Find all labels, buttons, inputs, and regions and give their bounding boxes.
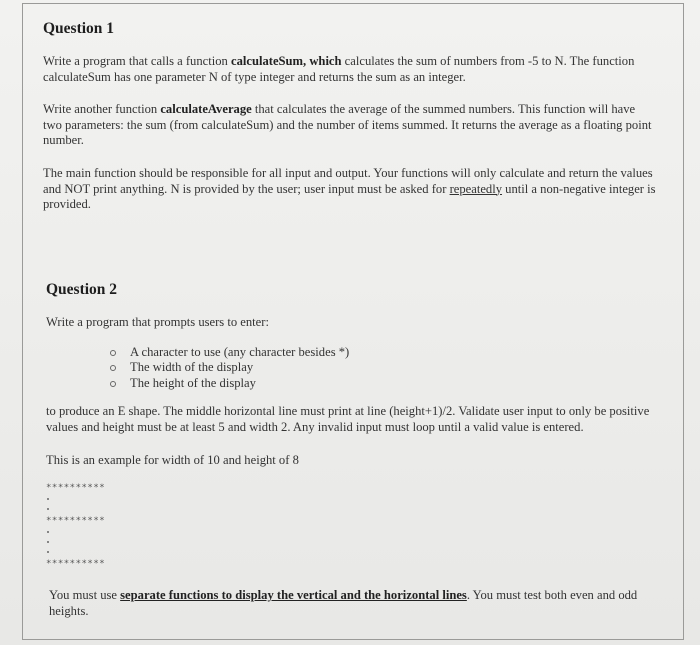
circle-bullet-icon [110,365,116,371]
question-2-example-caption: This is an example for width of 10 and height of 8 [46,453,299,467]
text-span: calculates the sum of numbers from -5 to N. The function calculateSum has one parameter N of type integer and returns the sum as an integer. [43,54,635,84]
text-span: Write another function [43,102,161,116]
calculateaverage-bold: calculateAverage [160,102,252,116]
list-item [108,360,349,375]
text-span: The main function should be responsible for all input and output. Your functions will only calculate and return the values and NOT print anything. N is provided by the user; user input must be asked for [43,166,653,196]
example-vertical-mark [47,508,49,510]
text-span: . You must test both even and odd heights. [49,588,638,618]
text-span: Write a program that calls a function [43,54,231,68]
text-span: until a non-negative integer is provided. [43,181,656,212]
input-list [108,345,349,391]
question-1-title: Question 1 [43,20,115,37]
example-bottom-line: ********** [46,559,106,569]
question-2-paragraph-1: to produce an E shape. The middle horizontal line must print at line (height+1)/2. Validate user input to only be positive values and height must be at least 5 and width 2. Any invalid input must loop until a valid value is entered. [46,404,650,434]
circle-bullet-icon [110,381,116,387]
list-item [108,345,349,360]
example-vertical-mark [47,531,49,533]
question-1-paragraph-3 [43,166,657,213]
question-1-paragraph-2 [43,102,657,149]
question-2-intro: Write a program that prompts users to enter: [46,315,269,329]
question-2-paragraph-2 [49,588,649,619]
question-2-title: Question 2 [46,281,118,298]
example-middle-line: ********** [46,516,106,526]
list-item-text: A character to use (any character besides *) [130,345,350,359]
separate-functions-emphasis: separate functions to display the vertical and the horizontal lines [120,588,467,602]
example-vertical-mark [47,541,49,543]
circle-bullet-icon [110,350,116,356]
list-item-text: The height of the display [130,375,256,390]
text-span: that calculates the average of the summed numbers. This function will have two parameters: the sum (from calculateSum) and the number of items summed. It returns the average as a floating point number. [43,102,652,148]
example-vertical-mark [47,551,49,553]
example-top-line: ********** [46,483,106,493]
calculatesum-bold: calculateSum, which [230,54,342,68]
question-1-paragraph-1 [43,54,657,85]
list-item [108,376,349,391]
repeatedly-underlined: repeatedly [449,181,503,196]
list-item-text: The width of the display [130,360,254,375]
example-vertical-mark [47,498,49,500]
e-shape-example [46,478,166,570]
text-span: You must use [49,588,121,602]
